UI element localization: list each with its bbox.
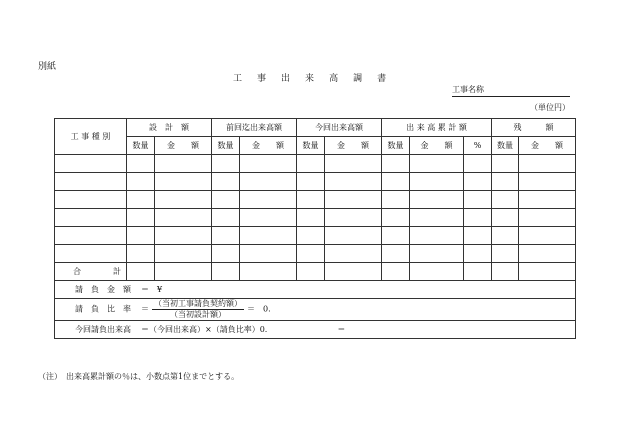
quantity-header: 数量 (492, 137, 519, 155)
cell[interactable] (240, 245, 297, 263)
ratio-result: ＝ 0. (247, 304, 271, 314)
cell[interactable] (155, 209, 212, 227)
quantity-header: 数量 (212, 137, 240, 155)
document-title (233, 71, 401, 84)
ratio-equals: ＝ (141, 304, 149, 314)
cell[interactable] (240, 173, 297, 191)
title-char: 書 (377, 74, 387, 84)
cell[interactable] (325, 245, 382, 263)
cell[interactable] (212, 209, 240, 227)
cell[interactable] (297, 155, 325, 173)
cell[interactable] (325, 155, 382, 173)
cell[interactable] (297, 263, 325, 281)
cell[interactable] (212, 245, 240, 263)
cell[interactable] (492, 155, 519, 173)
table-row (55, 209, 576, 227)
cell[interactable] (464, 191, 492, 209)
cell[interactable] (325, 227, 382, 245)
cell[interactable] (325, 191, 382, 209)
title-char: 来 (305, 74, 315, 84)
cell[interactable] (240, 155, 297, 173)
cell[interactable] (519, 263, 576, 281)
cell[interactable] (464, 173, 492, 191)
cell[interactable] (382, 245, 410, 263)
cell[interactable] (212, 263, 240, 281)
cell[interactable] (240, 227, 297, 245)
design-amount-header: 設 計 額 (127, 119, 212, 137)
cell[interactable] (492, 263, 519, 281)
table-header-row (55, 119, 576, 137)
work-type-cell[interactable] (55, 209, 127, 227)
amount-header: 金 額 (325, 137, 382, 155)
previous-progress-header: 前回迄出来高額 (212, 119, 297, 137)
progress-table (54, 118, 576, 339)
cell[interactable] (240, 209, 297, 227)
cell[interactable] (212, 173, 240, 191)
cell[interactable] (410, 245, 464, 263)
cell[interactable] (155, 227, 212, 245)
cell[interactable] (127, 173, 155, 191)
cell[interactable] (297, 173, 325, 191)
amount-header: 金 額 (155, 137, 212, 155)
cell[interactable] (325, 263, 382, 281)
contract-ratio-row (55, 299, 576, 321)
work-type-cell[interactable] (55, 245, 127, 263)
cell[interactable] (212, 227, 240, 245)
cell[interactable] (382, 209, 410, 227)
cell[interactable] (155, 155, 212, 173)
work-type-cell[interactable] (55, 227, 127, 245)
cell[interactable] (127, 191, 155, 209)
cell[interactable] (464, 245, 492, 263)
remaining-amount-header: 残 額 (492, 119, 576, 137)
cell[interactable] (155, 245, 212, 263)
cell[interactable] (464, 155, 492, 173)
quantity-header: 数量 (382, 137, 410, 155)
table-row (55, 245, 576, 263)
cell[interactable] (382, 227, 410, 245)
ratio-numerator: （当初工事請負契約額） (154, 299, 242, 308)
amount-header: 金 額 (519, 137, 576, 155)
work-type-cell[interactable] (55, 173, 127, 191)
project-name-line (452, 96, 570, 97)
cell[interactable] (519, 209, 576, 227)
cell[interactable] (382, 155, 410, 173)
title-char: 調 (353, 74, 363, 84)
unit-label: （単位円） (530, 103, 570, 112)
current-contract-formula: ＝（今回出来高）×（請負比率）0. (141, 325, 268, 334)
cell[interactable] (492, 245, 519, 263)
work-type-cell[interactable] (55, 191, 127, 209)
title-char: 工 (233, 74, 243, 84)
cell[interactable] (492, 173, 519, 191)
amount-header: 金 額 (410, 137, 464, 155)
cell[interactable] (297, 191, 325, 209)
cell[interactable] (410, 155, 464, 173)
cell[interactable] (410, 209, 464, 227)
cell[interactable] (212, 191, 240, 209)
cell[interactable] (127, 155, 155, 173)
cell[interactable] (464, 227, 492, 245)
cell[interactable] (240, 263, 297, 281)
cell[interactable] (127, 245, 155, 263)
cell[interactable] (240, 191, 297, 209)
cell[interactable] (127, 263, 155, 281)
total-row (55, 263, 576, 281)
cell[interactable] (297, 227, 325, 245)
title-char: 高 (329, 74, 339, 84)
quantity-header: 数量 (127, 137, 155, 155)
table-row (55, 155, 576, 173)
contract-amount-value: ＝ ¥ (141, 285, 163, 294)
title-char: 出 (281, 74, 291, 84)
quantity-header: 数量 (297, 137, 325, 155)
table-subheader-row (55, 137, 576, 155)
contract-amount-label: 請 負 金 額 (75, 285, 131, 294)
cell[interactable] (297, 245, 325, 263)
cell[interactable] (127, 227, 155, 245)
cell[interactable] (464, 263, 492, 281)
current-contract-label: 今回請負出来高 (75, 325, 131, 334)
cell[interactable] (155, 173, 212, 191)
work-type-cell[interactable] (55, 155, 127, 173)
cell[interactable] (325, 173, 382, 191)
table-row (55, 173, 576, 191)
percent-header: % (464, 137, 492, 155)
cell[interactable] (519, 245, 576, 263)
footnote: （注） 出来高累計額の％は、小数点第1位までとする。 (38, 372, 240, 381)
title-char: 事 (257, 74, 267, 84)
cell[interactable] (410, 263, 464, 281)
cell[interactable] (492, 191, 519, 209)
cell[interactable] (382, 191, 410, 209)
cell[interactable] (127, 209, 155, 227)
cell[interactable] (297, 209, 325, 227)
table-row (55, 227, 576, 245)
table-row (55, 191, 576, 209)
cell[interactable] (410, 191, 464, 209)
attachment-label: 別紙 (38, 62, 57, 72)
project-name-label: 工事名称 (452, 85, 484, 94)
cell[interactable] (325, 209, 382, 227)
total-label: 合 計 (55, 263, 127, 281)
cell[interactable] (519, 173, 576, 191)
cell[interactable] (155, 191, 212, 209)
ratio-fraction (152, 299, 244, 320)
cumulative-progress-header: 出 来 高 累 計 額 (382, 119, 492, 137)
cell[interactable] (519, 155, 576, 173)
amount-header: 金 額 (240, 137, 297, 155)
current-contract-row (55, 321, 576, 339)
cell[interactable] (382, 263, 410, 281)
cell[interactable] (492, 209, 519, 227)
cell[interactable] (382, 173, 410, 191)
contract-amount-cell (55, 281, 576, 299)
ratio-denominator: （当初設計額） (170, 310, 226, 319)
cell[interactable] (464, 209, 492, 227)
current-progress-header: 今回出来高額 (297, 119, 382, 137)
cell[interactable] (410, 227, 464, 245)
cell[interactable] (410, 173, 464, 191)
contract-ratio-cell (55, 299, 576, 321)
cell[interactable] (155, 263, 212, 281)
current-contract-cell (55, 321, 576, 339)
cell[interactable] (492, 227, 519, 245)
cell[interactable] (212, 155, 240, 173)
cell[interactable] (519, 191, 576, 209)
current-contract-equals: ＝ (337, 325, 346, 334)
work-type-header: 工 事 種 別 (55, 119, 127, 155)
contract-ratio-label: 請 負 比 率 (75, 304, 131, 314)
contract-amount-row (55, 281, 576, 299)
cell[interactable] (519, 227, 576, 245)
